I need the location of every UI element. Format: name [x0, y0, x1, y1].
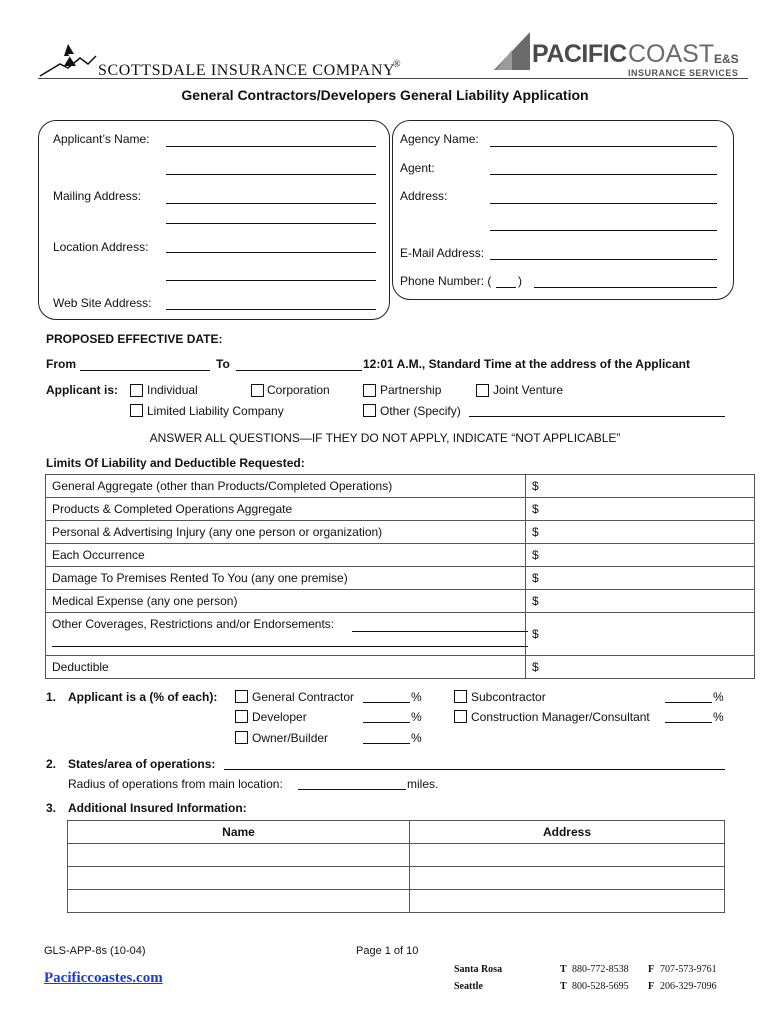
currency-sign: $ — [532, 502, 539, 516]
llc-label: Limited Liability Company — [147, 404, 284, 418]
agent-field[interactable] — [490, 174, 717, 175]
other-specify-label: Other (Specify) — [380, 404, 461, 418]
other-specify-checkbox[interactable] — [363, 404, 376, 417]
limit-value-medical-expense[interactable] — [526, 590, 755, 613]
address-column-header: Address — [410, 821, 725, 844]
office-tel-label: T — [560, 981, 567, 992]
page-number: Page 1 of 10 — [356, 945, 419, 957]
currency-sign: $ — [532, 660, 539, 674]
currency-sign: $ — [532, 479, 539, 493]
phone-area-code-field[interactable] — [496, 287, 516, 288]
agency-info-box — [392, 120, 734, 300]
agent-label: Agent: — [400, 161, 435, 175]
pacific-coast-sail-icon — [492, 32, 532, 72]
applicant-name-field-2[interactable] — [166, 174, 376, 175]
office-tel: 880-772-8538 — [572, 964, 629, 975]
llc-checkbox[interactable] — [130, 404, 143, 417]
office-tel-label: T — [560, 964, 567, 975]
agency-address-label: Address: — [400, 189, 448, 203]
developer-label: Developer — [252, 710, 307, 724]
limit-label-products-aggregate: Products & Completed Operations Aggregate — [46, 498, 526, 521]
currency-sign: $ — [532, 525, 539, 539]
mailing-address-label: Mailing Address: — [53, 189, 142, 203]
other-specify-field[interactable] — [469, 416, 725, 417]
office-city: Seattle — [454, 981, 483, 992]
office-fax: 206-329-7096 — [660, 981, 717, 992]
construction-manager-checkbox[interactable] — [454, 710, 467, 723]
q1-number: 1. — [46, 690, 57, 704]
table-row — [46, 613, 755, 656]
limit-label-personal-injury: Personal & Advertising Injury (any one person or organization) — [46, 521, 526, 544]
limit-value-deductible[interactable] — [526, 656, 755, 679]
joint-venture-checkbox[interactable] — [476, 384, 489, 397]
table-row — [68, 867, 725, 890]
partnership-label: Partnership — [380, 383, 442, 397]
limit-label-each-occurrence: Each Occurrence — [46, 544, 526, 567]
table-row — [46, 498, 755, 521]
limit-value-other-coverages[interactable] — [526, 613, 755, 656]
insured-address-cell[interactable] — [410, 867, 725, 890]
table-row — [68, 890, 725, 913]
email-label: E-Mail Address: — [400, 246, 485, 260]
corporation-checkbox[interactable] — [251, 384, 264, 397]
agency-address-field-2[interactable] — [490, 230, 717, 231]
limit-label-damage-premises: Damage To Premises Rented To You (any one premise) — [46, 567, 526, 590]
q2-label: States/area of operations: — [68, 757, 216, 771]
effective-time-note: 12:01 A.M., Standard Time at the address of the Applicant — [363, 357, 690, 371]
effective-date-heading: PROPOSED EFFECTIVE DATE: — [46, 332, 223, 346]
radius-field[interactable] — [298, 789, 406, 790]
limits-table — [45, 474, 755, 679]
corporation-label: Corporation — [267, 383, 330, 397]
from-date-field[interactable] — [80, 370, 210, 371]
table-row — [46, 544, 755, 567]
scottsdale-logo — [38, 42, 408, 82]
insured-name-cell[interactable] — [68, 890, 410, 913]
additional-insured-table — [67, 820, 725, 913]
table-row — [46, 567, 755, 590]
q3-label: Additional Insured Information: — [68, 801, 247, 815]
other-coverages-field[interactable] — [352, 631, 528, 632]
developer-checkbox[interactable] — [235, 710, 248, 723]
subcontractor-checkbox[interactable] — [454, 690, 467, 703]
location-address-field-2[interactable] — [166, 280, 376, 281]
limits-heading: Limits Of Liability and Deductible Requested: — [46, 456, 305, 470]
general-contractor-percent-field[interactable] — [363, 702, 410, 703]
pc-main-text: PACIFIC — [532, 40, 627, 68]
radius-label: Radius of operations from main location: — [68, 777, 283, 791]
applicant-name-label: Applicant’s Name: — [53, 132, 150, 146]
applicant-name-field[interactable] — [166, 146, 376, 147]
table-row — [46, 590, 755, 613]
individual-label: Individual — [147, 383, 198, 397]
limit-value-damage-premises[interactable] — [526, 567, 755, 590]
agency-name-label: Agency Name: — [400, 132, 479, 146]
q3-number: 3. — [46, 801, 57, 815]
construction-manager-percent-field[interactable] — [665, 722, 712, 723]
scottsdale-name: SCOTTSDALE INSURANCE COMPANY — [98, 62, 396, 79]
office-fax-label: F — [648, 964, 655, 975]
subcontractor-label: Subcontractor — [471, 690, 546, 704]
agency-name-field[interactable] — [490, 146, 717, 147]
applicant-info-box — [38, 120, 390, 320]
mailing-address-field[interactable] — [166, 203, 376, 204]
to-date-field[interactable] — [236, 370, 362, 371]
percent-sign: % — [411, 690, 422, 704]
individual-checkbox[interactable] — [130, 384, 143, 397]
pc-coast-text: COAST — [628, 40, 715, 68]
form-title: General Contractors/Developers General Liability Application — [181, 87, 589, 103]
table-row — [46, 521, 755, 544]
limit-label-deductible: Deductible — [46, 656, 526, 679]
office-tel: 800-528-5695 — [572, 981, 629, 992]
general-contractor-checkbox[interactable] — [235, 690, 248, 703]
percent-sign: % — [713, 710, 724, 724]
limit-value-personal-injury[interactable] — [526, 521, 755, 544]
currency-sign: $ — [532, 548, 539, 562]
percent-sign: % — [411, 710, 422, 724]
location-address-label: Location Address: — [53, 240, 149, 254]
table-row — [68, 844, 725, 867]
phone-number-field[interactable] — [534, 287, 717, 288]
phone-close-paren: ) — [518, 274, 522, 288]
scottsdale-mountain-icon — [38, 42, 98, 78]
agency-address-field[interactable] — [490, 203, 717, 204]
q1-label: Applicant is a (% of each): — [68, 690, 218, 704]
general-contractor-label: General Contractor — [252, 690, 355, 704]
limit-label-other-coverages — [46, 613, 526, 656]
other-coverages-field-2[interactable] — [52, 646, 528, 647]
name-column-header: Name — [68, 821, 410, 844]
percent-sign: % — [713, 690, 724, 704]
phone-label: Phone Number: ( — [400, 274, 492, 288]
table-row — [46, 656, 755, 679]
mailing-address-field-2[interactable] — [166, 223, 376, 224]
pc-es-text: E&S — [714, 52, 739, 66]
website-link[interactable]: Pacificcoastes.com — [44, 970, 163, 986]
website-label: Web Site Address: — [53, 296, 152, 310]
q2-number: 2. — [46, 757, 57, 771]
instruction-text: ANSWER ALL QUESTIONS—IF THEY DO NOT APPLY, INDICATE “NOT APPLICABLE” — [149, 431, 621, 445]
applicant-is-label: Applicant is: — [46, 383, 119, 397]
insured-name-cell[interactable] — [68, 844, 410, 867]
developer-percent-field[interactable] — [363, 722, 410, 723]
currency-sign: $ — [532, 571, 539, 585]
construction-manager-label: Construction Manager/Consultant — [471, 710, 650, 724]
website-field[interactable] — [166, 309, 376, 310]
office-fax: 707-573-9761 — [660, 964, 717, 975]
form-code: GLS-APP-8s (10-04) — [44, 945, 146, 957]
joint-venture-label: Joint Venture — [493, 383, 564, 397]
table-row — [46, 475, 755, 498]
pc-sub-text: INSURANCE SERVICES — [628, 68, 739, 78]
other-coverages-label: Other Coverages, Restrictions and/or Endorsements: — [52, 617, 335, 631]
limit-label-general-aggregate: General Aggregate (other than Products/Completed Operations) — [46, 475, 526, 498]
email-field[interactable] — [490, 259, 717, 260]
states-area-field[interactable] — [224, 769, 725, 770]
insured-address-cell[interactable] — [410, 844, 725, 867]
to-label: To — [216, 357, 230, 371]
percent-sign: % — [411, 731, 422, 745]
partnership-checkbox[interactable] — [363, 384, 376, 397]
subcontractor-percent-field[interactable] — [665, 702, 712, 703]
owner-builder-checkbox[interactable] — [235, 731, 248, 744]
limit-value-products-aggregate[interactable] — [526, 498, 755, 521]
registered-mark: ® — [393, 59, 401, 70]
limit-value-each-occurrence[interactable] — [526, 544, 755, 567]
owner-builder-label: Owner/Builder — [252, 731, 329, 745]
office-fax-label: F — [648, 981, 655, 992]
insured-name-cell[interactable] — [68, 867, 410, 890]
pacific-coast-logo — [492, 30, 742, 80]
insured-address-cell[interactable] — [410, 890, 725, 913]
limit-label-medical-expense: Medical Expense (any one person) — [46, 590, 526, 613]
table-row — [68, 821, 725, 844]
location-address-field[interactable] — [166, 252, 376, 253]
currency-sign: $ — [532, 594, 539, 608]
limit-value-general-aggregate[interactable] — [526, 475, 755, 498]
owner-builder-percent-field[interactable] — [363, 743, 410, 744]
office-city: Santa Rosa — [454, 964, 503, 975]
currency-sign: $ — [532, 627, 539, 641]
miles-label: miles. — [407, 777, 439, 791]
from-label: From — [46, 357, 76, 371]
